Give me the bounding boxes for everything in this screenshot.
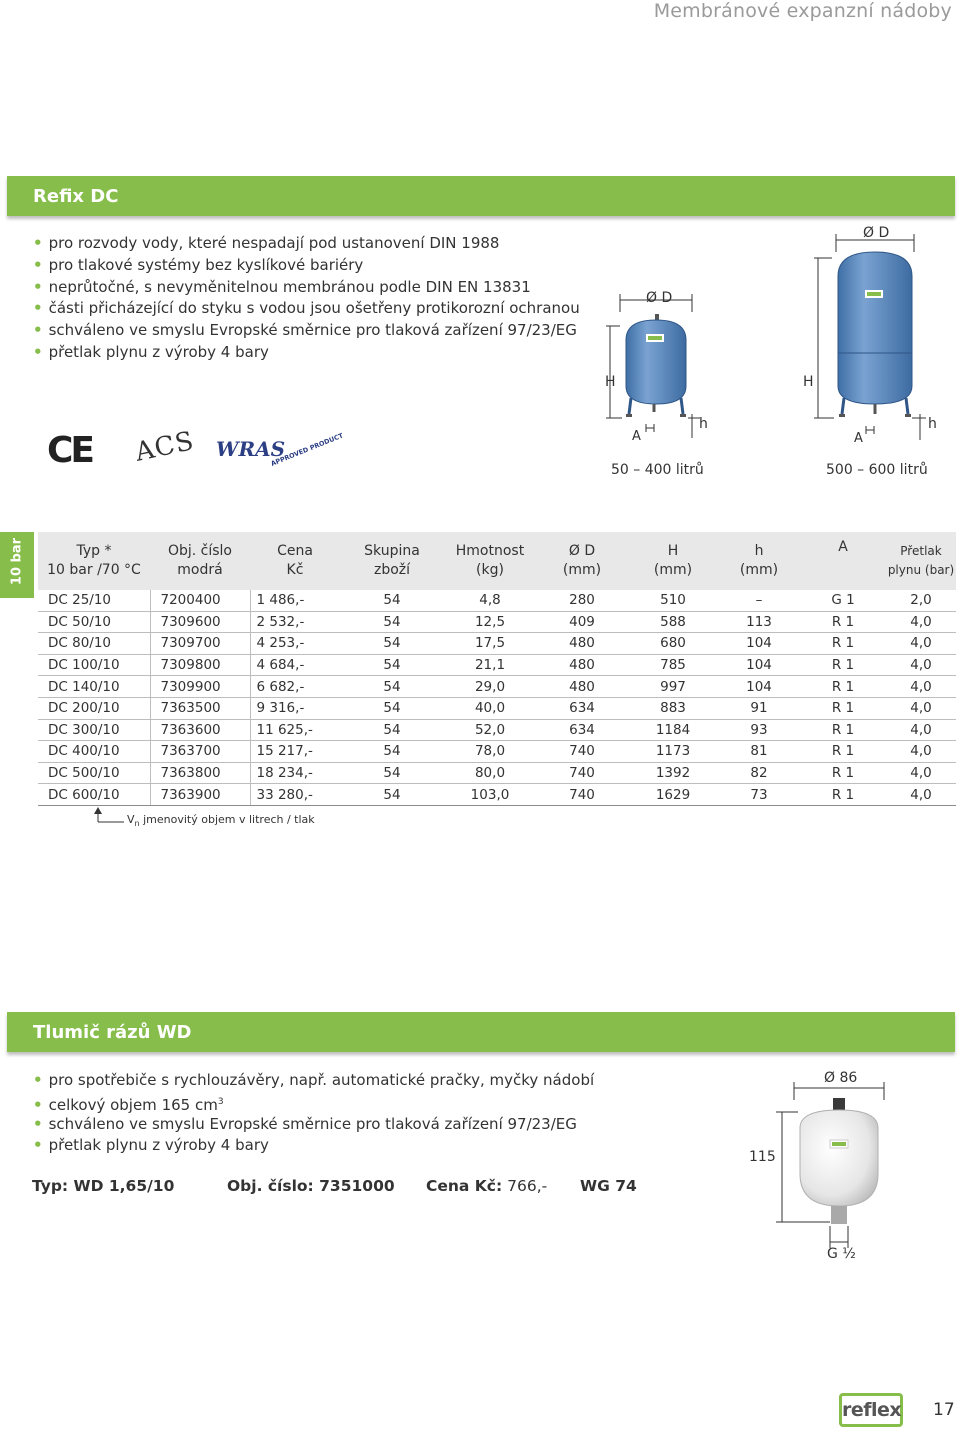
table-cell: 588 bbox=[628, 611, 718, 633]
table-cell: 103,0 bbox=[444, 784, 536, 806]
table-cell: 54 bbox=[340, 633, 444, 655]
tlumic-bullet-list bbox=[33, 1070, 594, 1157]
table-cell: 40,0 bbox=[444, 697, 536, 719]
table-cell: 634 bbox=[536, 697, 628, 719]
table-cell: 480 bbox=[536, 633, 628, 655]
table-cell: 7363900 bbox=[150, 784, 250, 806]
table-cell: 4,0 bbox=[886, 611, 956, 633]
refix-bullet-list bbox=[33, 233, 580, 364]
table-cell: 7309600 bbox=[150, 611, 250, 633]
bullet-icon: • bbox=[33, 1114, 43, 1133]
wras-logo bbox=[216, 431, 345, 476]
svg-text:APPROVED PRODUCT: APPROVED PRODUCT bbox=[269, 431, 345, 468]
table-cell: 785 bbox=[628, 654, 718, 676]
table-cell: 740 bbox=[536, 784, 628, 806]
section-title: Refix DC bbox=[33, 186, 119, 207]
table-row bbox=[38, 611, 956, 633]
spec-cena: Cena Kč: 766,- bbox=[426, 1177, 548, 1195]
bullet-icon: • bbox=[33, 255, 43, 274]
table-cell: 4 253,- bbox=[250, 633, 340, 655]
table-cell: 78,0 bbox=[444, 741, 536, 763]
svg-text:Ø D: Ø D bbox=[646, 290, 673, 306]
table-cell: 4,0 bbox=[886, 741, 956, 763]
page-number: 17 bbox=[933, 1400, 955, 1420]
bullet-icon: • bbox=[33, 1136, 43, 1155]
table-cell: 21,1 bbox=[444, 654, 536, 676]
table-cell: DC 600/10 bbox=[38, 784, 150, 806]
table-cell: 29,0 bbox=[444, 676, 536, 698]
table-cell: 7363800 bbox=[150, 762, 250, 784]
table-cell: 1173 bbox=[628, 741, 718, 763]
col-header: Hmotnost (kg) bbox=[444, 532, 536, 590]
table-cell: 7309900 bbox=[150, 676, 250, 698]
table-cell: 104 bbox=[718, 633, 800, 655]
table-cell: 7363600 bbox=[150, 719, 250, 741]
list-item: • schváleno ve smyslu Evropské směrnice pro tlaková zařízení 97/23/EG bbox=[33, 1114, 577, 1133]
table-cell: DC 400/10 bbox=[38, 741, 150, 763]
table-cell: 480 bbox=[536, 676, 628, 698]
svg-text:WRAS: WRAS bbox=[216, 437, 286, 461]
table-row bbox=[38, 719, 956, 741]
table-row bbox=[38, 633, 956, 655]
dim-label-H: H bbox=[605, 374, 616, 390]
table-cell: 634 bbox=[536, 719, 628, 741]
dim-height-label: 115 bbox=[749, 1149, 776, 1165]
svg-text:h: h bbox=[928, 416, 937, 432]
table-cell: R 1 bbox=[800, 676, 886, 698]
col-header: Ø D (mm) bbox=[536, 532, 628, 590]
list-item: • přetlak plynu z výroby 4 bary bbox=[33, 342, 269, 361]
dim-label-H-large: H bbox=[803, 374, 814, 390]
table-cell: 4,0 bbox=[886, 697, 956, 719]
list-item: • schváleno ve smyslu Evropské směrnice pro tlaková zařízení 97/23/EG bbox=[33, 321, 577, 340]
svg-text:Ø D: Ø D bbox=[863, 225, 890, 241]
table-cell: 4,0 bbox=[886, 762, 956, 784]
acs-logo: ACS bbox=[132, 426, 197, 468]
table-cell: DC 200/10 bbox=[38, 697, 150, 719]
list-item: • pro spotřebiče s rychlouzávěry, např. automatické pračky, myčky nádobí bbox=[33, 1071, 595, 1089]
list-item: • části přicházející do styku s vodou jsou ošetřeny protikorozní ochranou bbox=[33, 299, 580, 318]
table-cell: 6 682,- bbox=[250, 676, 340, 698]
table-cell: 2,0 bbox=[886, 590, 956, 611]
table-cell: 52,0 bbox=[444, 719, 536, 741]
section-title: Tlumič rázů WD bbox=[33, 1022, 192, 1043]
svg-text:Ø 86: Ø 86 bbox=[824, 1070, 858, 1086]
vessel-diagram-large bbox=[802, 218, 952, 447]
table-cell: 7309700 bbox=[150, 633, 250, 655]
table-cell: 18 234,- bbox=[250, 762, 340, 784]
col-header: Obj. číslo modrá bbox=[150, 532, 250, 590]
table-cell: 4,0 bbox=[886, 654, 956, 676]
table-cell: 104 bbox=[718, 676, 800, 698]
table-cell: 80,0 bbox=[444, 762, 536, 784]
table-cell: 11 625,- bbox=[250, 719, 340, 741]
table-cell: 510 bbox=[628, 590, 718, 611]
spec-obj: Obj. číslo: 7351000 bbox=[227, 1177, 395, 1195]
table-cell: 7200400 bbox=[150, 590, 250, 611]
table-cell: 1 486,- bbox=[250, 590, 340, 611]
table-row bbox=[38, 590, 956, 611]
table-cell: R 1 bbox=[800, 611, 886, 633]
table-cell: 1629 bbox=[628, 784, 718, 806]
table-cell: 54 bbox=[340, 676, 444, 698]
table-cell: 1184 bbox=[628, 719, 718, 741]
table-row bbox=[38, 784, 956, 806]
table-cell: R 1 bbox=[800, 633, 886, 655]
table-row bbox=[38, 762, 956, 784]
table-cell: 4,8 bbox=[444, 590, 536, 611]
table-row bbox=[38, 676, 956, 698]
table-row bbox=[38, 697, 956, 719]
table-cell: 81 bbox=[718, 741, 800, 763]
table-cell: 4,0 bbox=[886, 784, 956, 806]
table-cell: DC 500/10 bbox=[38, 762, 150, 784]
list-item: • pro rozvody vody, které nespadají pod ustanovení DIN 1988 bbox=[33, 234, 500, 252]
table-cell: – bbox=[718, 590, 800, 611]
svg-text:A: A bbox=[854, 431, 863, 446]
col-header: Skupina zboží bbox=[340, 532, 444, 590]
bullet-icon: • bbox=[33, 1071, 43, 1089]
table-cell: 1392 bbox=[628, 762, 718, 784]
table-cell: R 1 bbox=[800, 762, 886, 784]
svg-text:A: A bbox=[632, 429, 641, 444]
table-cell: R 1 bbox=[800, 741, 886, 763]
table-cell: 740 bbox=[536, 741, 628, 763]
spec-table bbox=[38, 532, 956, 806]
table-cell: 4,0 bbox=[886, 719, 956, 741]
col-header: Typ * 10 bar /70 °C bbox=[38, 532, 150, 590]
table-cell: DC 80/10 bbox=[38, 633, 150, 655]
table-cell: 33 280,- bbox=[250, 784, 340, 806]
table-cell: 12,5 bbox=[444, 611, 536, 633]
table-cell: 480 bbox=[536, 654, 628, 676]
table-cell: 54 bbox=[340, 654, 444, 676]
table-cell: 280 bbox=[536, 590, 628, 611]
table-cell: 7363500 bbox=[150, 697, 250, 719]
table-cell: 54 bbox=[340, 719, 444, 741]
ce-mark-logo: CE bbox=[47, 430, 93, 471]
table-cell: R 1 bbox=[800, 654, 886, 676]
list-item: • celkový objem 165 $cm^3$ bbox=[33, 1095, 224, 1114]
table-cell: 997 bbox=[628, 676, 718, 698]
bullet-icon: • bbox=[33, 1095, 43, 1114]
table-cell: 7363700 bbox=[150, 741, 250, 763]
section-header-tlumic bbox=[7, 1012, 955, 1052]
col-header: Přetlak plynu (bar) bbox=[886, 532, 956, 590]
table-cell: 54 bbox=[340, 590, 444, 611]
table-header-row bbox=[38, 532, 956, 590]
table-cell: 104 bbox=[718, 654, 800, 676]
table-cell: 15 217,- bbox=[250, 741, 340, 763]
footnote: $V_n$ jmenovitý objem v litrech / tlak bbox=[127, 813, 315, 829]
table-cell: R 1 bbox=[800, 784, 886, 806]
vessel-diagram-small bbox=[596, 282, 726, 446]
page-header-title: Membránové expanzní nádoby bbox=[653, 0, 952, 22]
svg-text:h: h bbox=[699, 416, 708, 432]
table-cell: 91 bbox=[718, 697, 800, 719]
table-cell: DC 25/10 bbox=[38, 590, 150, 611]
reflex-logo: reflex bbox=[839, 1393, 903, 1427]
bullet-icon: • bbox=[33, 321, 43, 340]
table-cell: 4,0 bbox=[886, 676, 956, 698]
table-cell: 54 bbox=[340, 697, 444, 719]
table-cell: R 1 bbox=[800, 697, 886, 719]
dim-thread-label: G ½ bbox=[827, 1246, 856, 1262]
diagram-caption-large: 500 – 600 litrů bbox=[826, 462, 928, 478]
spec-typ: Typ: WD 1,65/10 bbox=[32, 1177, 175, 1195]
bullet-icon: • bbox=[33, 234, 43, 252]
table-cell: G 1 bbox=[800, 590, 886, 611]
side-tab-pressure: 10 bar bbox=[0, 532, 34, 598]
col-header: H (mm) bbox=[628, 532, 718, 590]
diagram-caption-small: 50 – 400 litrů bbox=[611, 462, 704, 478]
footnote-arrow-icon bbox=[76, 806, 126, 830]
table-cell: 740 bbox=[536, 762, 628, 784]
table-cell: 113 bbox=[718, 611, 800, 633]
table-cell: DC 50/10 bbox=[38, 611, 150, 633]
table-cell: 54 bbox=[340, 741, 444, 763]
list-item: • přetlak plynu z výroby 4 bary bbox=[33, 1136, 269, 1155]
table-cell: 7309800 bbox=[150, 654, 250, 676]
table-cell: 54 bbox=[340, 784, 444, 806]
table-cell: DC 300/10 bbox=[38, 719, 150, 741]
table-row bbox=[38, 654, 956, 676]
table-cell: 93 bbox=[718, 719, 800, 741]
bullet-icon: • bbox=[33, 299, 43, 318]
table-cell: R 1 bbox=[800, 719, 886, 741]
table-cell: 883 bbox=[628, 697, 718, 719]
section-header-refix bbox=[7, 176, 955, 216]
table-row bbox=[38, 741, 956, 763]
bullet-icon: • bbox=[33, 277, 43, 296]
table-cell: 17,5 bbox=[444, 633, 536, 655]
table-cell: 54 bbox=[340, 611, 444, 633]
table-cell: 4,0 bbox=[886, 633, 956, 655]
table-cell: 82 bbox=[718, 762, 800, 784]
table-cell: 409 bbox=[536, 611, 628, 633]
table-cell: DC 140/10 bbox=[38, 676, 150, 698]
table-cell: 54 bbox=[340, 762, 444, 784]
table-cell: 2 532,- bbox=[250, 611, 340, 633]
wd-product-diagram bbox=[768, 1070, 918, 1274]
list-item: • pro tlakové systémy bez kyslíkové bariéry bbox=[33, 255, 364, 274]
bullet-icon: • bbox=[33, 342, 43, 361]
col-header: Cena Kč bbox=[250, 532, 340, 590]
spec-wg: WG 74 bbox=[580, 1177, 637, 1195]
table-cell: 73 bbox=[718, 784, 800, 806]
col-header: h (mm) bbox=[718, 532, 800, 590]
table-cell: 9 316,- bbox=[250, 697, 340, 719]
list-item: • neprůtočné, s nevyměnitelnou membránou podle DIN EN 13831 bbox=[33, 277, 531, 296]
table-cell: 680 bbox=[628, 633, 718, 655]
table-cell: 4 684,- bbox=[250, 654, 340, 676]
table-cell: DC 100/10 bbox=[38, 654, 150, 676]
col-header: A bbox=[800, 532, 886, 590]
